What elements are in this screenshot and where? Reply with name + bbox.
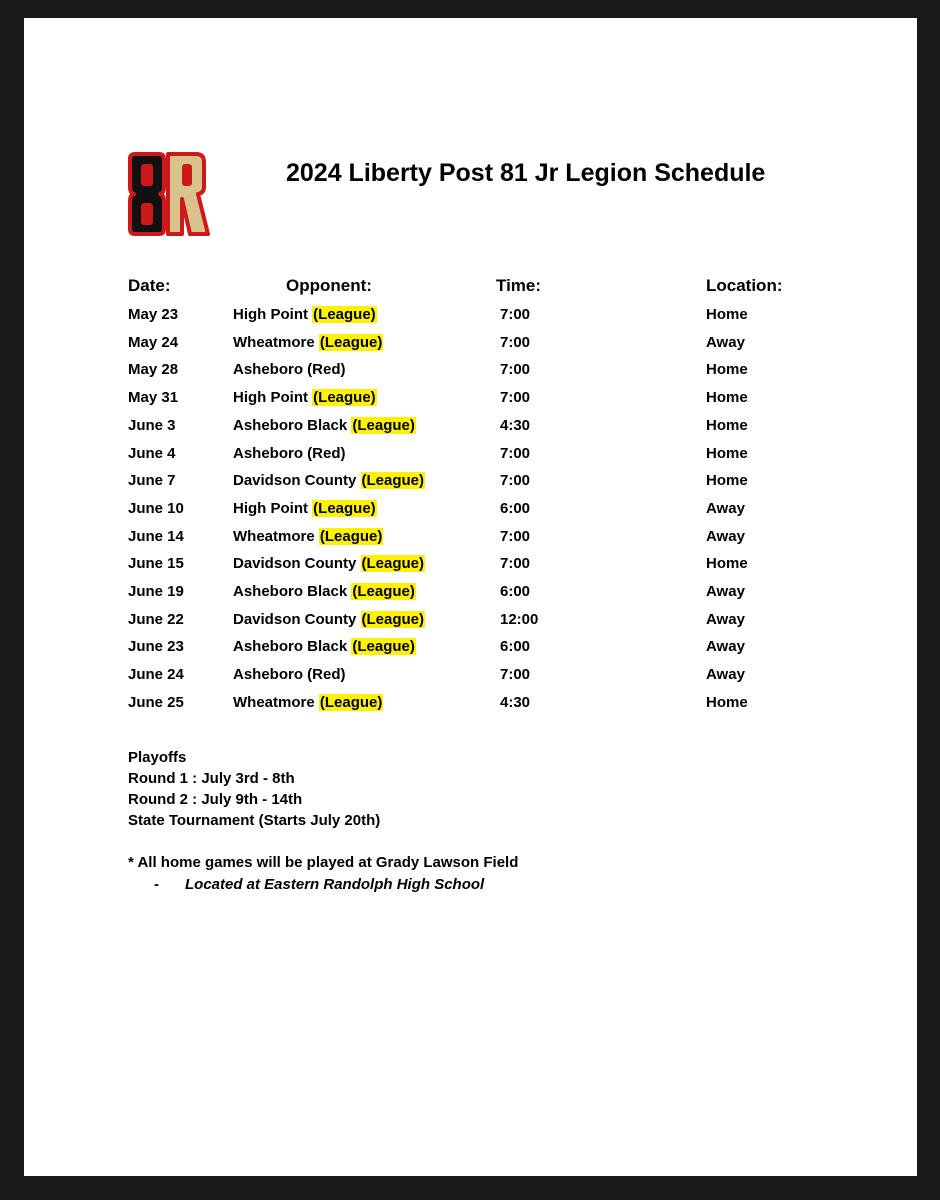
game-opponent: Asheboro (Red) [233, 361, 346, 379]
game-opponent: Davidson County [233, 555, 357, 573]
game-opponent: High Point [233, 306, 308, 323]
table-row [24, 389, 917, 413]
game-location: Home [706, 306, 748, 323]
game-date: June 10 [128, 499, 184, 517]
game-opponent: Asheboro (Red) [233, 444, 346, 462]
game-opponent-cell [233, 694, 383, 711]
game-date: May 28 [128, 361, 179, 379]
bullet-dash: - [154, 876, 159, 893]
game-opponent: Asheboro Black [233, 638, 348, 656]
game-date: May 31 [128, 389, 179, 407]
league-badge: (League) [313, 306, 376, 323]
league-badge: (League) [313, 499, 376, 517]
game-time: 6:00 [500, 638, 531, 656]
game-time: 7:00 [500, 555, 531, 573]
game-opponent-cell [233, 472, 425, 489]
game-time: 4:30 [500, 693, 531, 711]
game-opponent: Asheboro Black [233, 583, 348, 600]
game-time: 7:00 [500, 444, 531, 462]
game-opponent-cell [233, 666, 346, 683]
game-date: June 15 [128, 555, 184, 573]
table-row [24, 445, 917, 469]
game-opponent: High Point [233, 499, 308, 517]
game-location: Away [706, 638, 745, 656]
table-row [24, 694, 917, 718]
game-opponent-cell [233, 528, 383, 545]
game-date: June 23 [128, 638, 184, 656]
game-date: June 4 [128, 444, 176, 462]
game-opponent-cell [233, 583, 416, 600]
playoffs-heading: Playoffs [128, 749, 187, 766]
game-date: June 3 [128, 416, 176, 434]
game-time: 7:00 [500, 527, 531, 545]
game-time: 7:00 [500, 472, 531, 490]
game-opponent: Asheboro Black [233, 416, 348, 434]
game-opponent-cell [233, 500, 377, 517]
game-time: 7:00 [500, 306, 531, 323]
table-row [24, 361, 917, 385]
game-opponent: Davidson County [233, 472, 357, 490]
game-time: 7:00 [500, 333, 531, 351]
game-date: May 24 [128, 333, 179, 351]
playoffs-round-1: Round 1 : July 3rd - 8th [128, 770, 295, 787]
game-opponent-cell [233, 445, 346, 462]
game-time: 4:30 [500, 416, 531, 434]
game-date: June 7 [128, 472, 176, 490]
game-time: 6:00 [500, 499, 531, 517]
game-location: Home [706, 472, 748, 490]
game-location: Home [706, 389, 748, 407]
game-date: June 19 [128, 583, 184, 600]
game-opponent: Wheatmore [233, 527, 315, 545]
game-location: Away [706, 499, 745, 517]
game-location: Away [706, 527, 745, 545]
table-row [24, 638, 917, 662]
league-badge: (League) [319, 333, 383, 351]
game-opponent: Asheboro (Red) [233, 666, 346, 684]
game-date: June 22 [128, 610, 184, 628]
game-date: June 14 [128, 527, 184, 545]
game-opponent: Wheatmore [233, 693, 315, 711]
game-time: 7:00 [500, 666, 531, 684]
game-opponent-cell [233, 389, 377, 406]
game-date: June 24 [128, 666, 184, 684]
table-row [24, 417, 917, 441]
game-opponent: Wheatmore [233, 333, 315, 351]
game-date: May 23 [128, 306, 179, 323]
game-opponent-cell [233, 361, 346, 378]
league-badge: (League) [361, 610, 425, 628]
game-opponent-cell [233, 638, 416, 655]
team-logo [124, 151, 210, 237]
table-row [24, 666, 917, 690]
league-badge: (League) [319, 527, 383, 545]
table-row [24, 500, 917, 524]
league-badge: (League) [352, 416, 415, 434]
game-location: Home [706, 361, 748, 379]
game-time: 7:00 [500, 389, 531, 407]
game-opponent: High Point [233, 389, 308, 407]
table-row [24, 306, 917, 330]
league-badge: (League) [361, 472, 425, 490]
table-row [24, 555, 917, 579]
game-location: Away [706, 333, 745, 351]
page-title: 2024 Liberty Post 81 Jr Legion Schedule [286, 159, 766, 187]
header-time: Time: [496, 276, 542, 295]
game-time: 6:00 [500, 583, 531, 600]
game-location: Away [706, 583, 745, 600]
game-opponent-cell [233, 611, 425, 628]
game-opponent-cell [233, 334, 383, 351]
league-badge: (League) [352, 583, 415, 600]
game-opponent-cell [233, 306, 377, 323]
game-opponent: Davidson County [233, 610, 357, 628]
game-location: Away [706, 666, 745, 684]
league-badge: (League) [361, 555, 425, 573]
header-date: Date: [128, 276, 171, 295]
table-row [24, 611, 917, 635]
playoffs-state-tournament: State Tournament (Starts July 20th) [128, 812, 381, 829]
schedule-page [24, 18, 917, 1176]
table-row [24, 334, 917, 358]
game-location: Home [706, 416, 748, 434]
game-opponent-cell [233, 417, 416, 434]
header-opponent: Opponent: [286, 276, 372, 295]
game-location: Away [706, 610, 745, 628]
game-date: June 25 [128, 693, 184, 711]
game-time: 7:00 [500, 361, 531, 379]
home-field-location: Located at Eastern Randolph High School [185, 876, 485, 893]
game-location: Home [706, 693, 748, 711]
table-row [24, 583, 917, 607]
league-badge: (League) [313, 389, 376, 407]
game-location: Home [706, 555, 748, 573]
home-field-subnote [154, 876, 484, 893]
table-row [24, 472, 917, 496]
league-badge: (League) [319, 693, 383, 711]
home-field-note: * All home games will be played at Grady Lawson Field [128, 854, 519, 871]
game-location: Home [706, 444, 748, 462]
game-time: 12:00 [500, 610, 539, 628]
header-location: Location: [706, 276, 783, 295]
playoffs-round-2: Round 2 : July 9th - 14th [128, 791, 303, 808]
league-badge: (League) [352, 638, 415, 656]
table-row [24, 528, 917, 552]
game-opponent-cell [233, 555, 425, 572]
